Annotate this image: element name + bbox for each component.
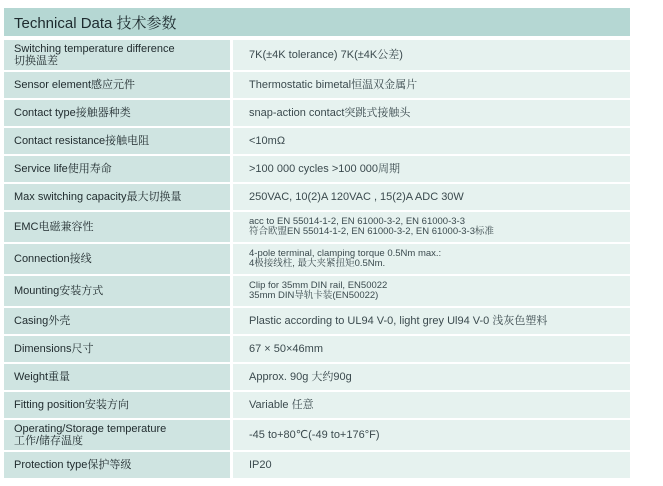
row-value-line1: Clip for 35mm DIN rail, EN50022 <box>249 280 388 291</box>
row-value-line1: 4-pole terminal, clamping torque 0.5Nm max.: <box>249 248 442 259</box>
table-row <box>4 392 630 418</box>
row-label: Connection接线 <box>4 244 230 274</box>
table-row <box>4 364 630 390</box>
row-value <box>233 244 630 274</box>
row-label: Protection type保护等级 <box>4 452 230 478</box>
row-label-line2: 切换温差 <box>14 55 58 67</box>
row-label: Max switching capacity最大切换量 <box>4 184 230 210</box>
row-label-line2: 工作/储存温度 <box>14 435 84 447</box>
row-value: <10mΩ <box>233 128 630 154</box>
row-value: 7K(±4K tolerance) 7K(±4K公差) <box>233 40 630 70</box>
row-value-line1: acc to EN 55014-1-2, EN 61000-3-2, EN 61000-3-3 <box>249 216 465 227</box>
row-value: Approx. 90g 大约90g <box>233 364 630 390</box>
table-row <box>4 212 630 242</box>
row-value: Plastic according to UL94 V-0, light grey Ul94 V-0 浅灰色塑料 <box>233 308 630 334</box>
table-row <box>4 420 630 450</box>
row-label <box>4 420 230 450</box>
row-value: 67 × 50×46mm <box>233 336 630 362</box>
table-row <box>4 100 630 126</box>
row-label: EMC电磁兼容性 <box>4 212 230 242</box>
row-value: Variable 任意 <box>233 392 630 418</box>
row-value: >100 000 cycles >100 000周期 <box>233 156 630 182</box>
technical-data-table <box>4 8 630 480</box>
table-row <box>4 336 630 362</box>
table-row <box>4 128 630 154</box>
row-label: Fitting position安装方向 <box>4 392 230 418</box>
row-value: -45 to+80℃(-49 to+176°F) <box>233 420 630 450</box>
table-row <box>4 244 630 274</box>
row-value: snap-action contact突跳式接触头 <box>233 100 630 126</box>
row-value <box>233 212 630 242</box>
row-value-line2: 4极接线柱, 最大夹紧扭矩0.5Nm. <box>249 258 386 269</box>
row-label: Casing外壳 <box>4 308 230 334</box>
row-value <box>233 276 630 306</box>
row-label: Contact resistance接触电阻 <box>4 128 230 154</box>
table-row <box>4 452 630 478</box>
table-row <box>4 184 630 210</box>
row-label: Sensor element感应元件 <box>4 72 230 98</box>
table-title: Technical Data 技术参数 <box>4 8 630 36</box>
row-label-line1: Operating/Storage temperature <box>14 423 167 435</box>
row-value-line2: 35mm DIN导轨卡装(EN50022) <box>249 290 379 301</box>
table-row <box>4 156 630 182</box>
row-label: Dimensions尺寸 <box>4 336 230 362</box>
table-row <box>4 276 630 306</box>
row-label-line1: Switching temperature difference <box>14 43 175 55</box>
row-label <box>4 40 230 70</box>
table-row <box>4 72 630 98</box>
row-label: Weight重量 <box>4 364 230 390</box>
row-value: IP20 <box>233 452 630 478</box>
table-row <box>4 40 630 70</box>
row-value-line2: 符合欧盟EN 55014-1-2, EN 61000-3-2, EN 61000-3-3标准 <box>249 226 495 237</box>
row-value: 250VAC, 10(2)A 120VAC , 15(2)A ADC 30W <box>233 184 630 210</box>
row-label: Mounting安装方式 <box>4 276 230 306</box>
table-row <box>4 308 630 334</box>
row-label: Service life使用寿命 <box>4 156 230 182</box>
row-value: Thermostatic bimetal恒温双金属片 <box>233 72 630 98</box>
row-label: Contact type接触器种类 <box>4 100 230 126</box>
